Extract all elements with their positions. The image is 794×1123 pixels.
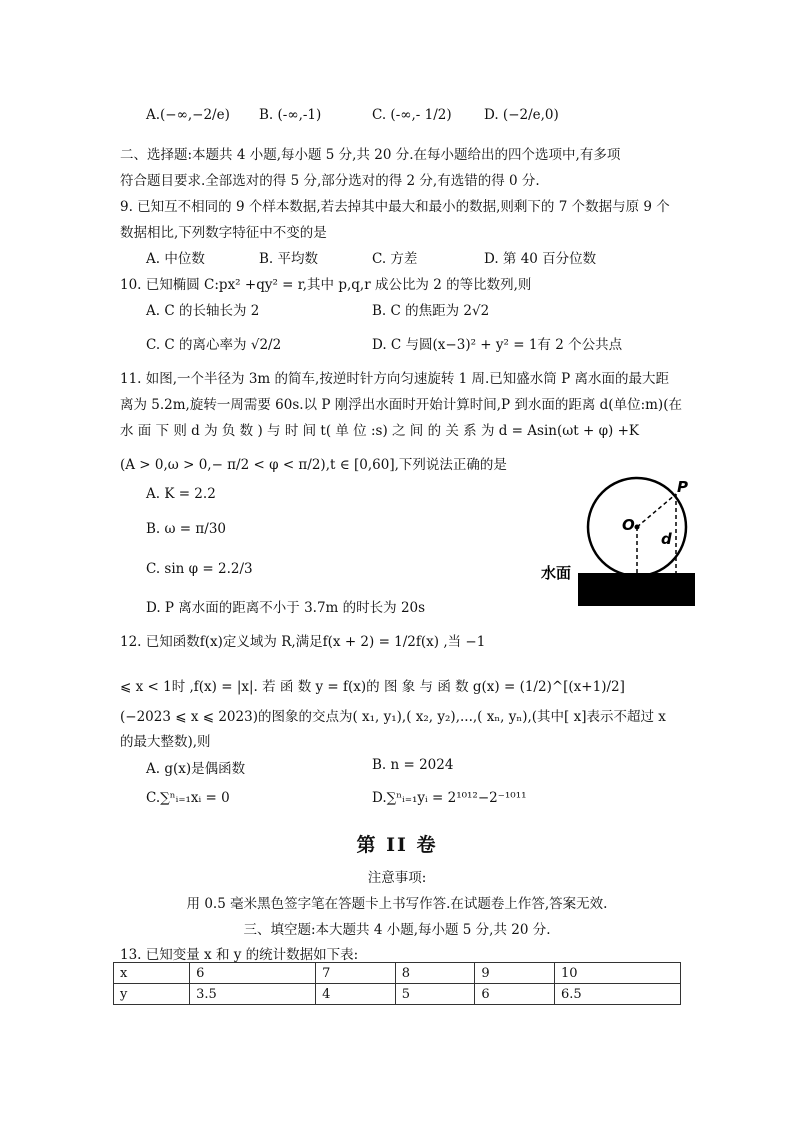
q11-line1: 11. 如图,一个半径为 3m 的简车,按逆时针方向匀速旋转 1 周.已知盛水筒 P 离水面的最大距 [120, 371, 669, 387]
q12-option-b: B. n = 2024 [372, 757, 454, 773]
q11-line2: 离为 5.2m,旋转一周需要 60s.以 P 刚浮出水面时开始计算时间,P 到水面的距离 d(单位:m)(在 [120, 397, 682, 413]
q13-data-table [113, 962, 681, 1005]
q12-line1: 12. 已知函数f(x)定义域为 R,满足f(x + 2) = 1/2f(x) ,当 −1 [120, 634, 486, 650]
q10-stem: 10. 已知椭圆 C:px² +qy² = r,其中 p,q,r 成公比为 2 的等比数列,则 [120, 277, 532, 293]
label-o: O [622, 516, 635, 534]
notes-text: 用 0.5 毫米黑色签字笔在答题卡上书写作答.在试题卷上作答,答案无效. [186, 896, 608, 912]
q11-option-d: D. P 离水面的距离不小于 3.7m 的时长为 20s [146, 600, 426, 616]
water-block [578, 573, 695, 606]
table-cell: 5 [395, 984, 475, 1005]
table-cell: 4 [316, 984, 396, 1005]
q12-line3: (−2023 ⩽ x ⩽ 2023)的图象的交点为( x₁, y₁),( x₂, y₂),...,( xₙ, yₙ),(其中[ x]表示不超过 x [120, 709, 666, 725]
label-water: 水面 [541, 564, 572, 582]
q8-option-b: B. (-∞,-1) [259, 107, 322, 123]
waterwheel-figure [535, 470, 700, 610]
q9-line1: 9. 已知互不相同的 9 个样本数据,若去掉其中最大和最小的数据,则剩下的 7 个数据与原 9 个 [120, 199, 670, 215]
q12-line4: 的最大整数),则 [120, 734, 211, 750]
table-cell: 6 [190, 963, 316, 984]
q12-option-a: A. g(x)是偶函数 [146, 761, 246, 777]
q10-option-c: C. C 的离心率为 √2/2 [146, 337, 282, 353]
table-cell: 6.5 [554, 984, 680, 1005]
q10-option-b: B. C 的焦距为 2√2 [372, 303, 490, 319]
table-cell: 9 [475, 963, 555, 984]
table-cell: 8 [395, 963, 475, 984]
q9-option-c: C. 方差 [372, 251, 418, 267]
table-cell: 3.5 [190, 984, 316, 1005]
table-cell: 10 [554, 963, 680, 984]
part2-title: 第 II 卷 [356, 834, 438, 856]
q11-option-c: C. sin φ = 2.2/3 [146, 561, 253, 577]
q11-line4: (A > 0,ω > 0,− π/2 < φ < π/2),t ∈ [0,60],下列说法正确的是 [120, 457, 507, 473]
label-d: d [661, 530, 672, 548]
table-row [114, 963, 681, 984]
section2-line2: 符合题目要求.全部选对的得 5 分,部分选对的得 2 分,有选错的得 0 分. [120, 173, 540, 189]
q8-option-a: A.(−∞,−2/e) [146, 107, 230, 123]
label-p: P [677, 478, 688, 496]
table-row [114, 984, 681, 1005]
q9-option-b: B. 平均数 [259, 251, 319, 267]
q8-option-d: D. (−2/e,0) [484, 107, 559, 123]
q11-line3: 水 面 下 则 d 为 负 数 ) 与 时 间 t( 单 位 :s) 之 间 的 关 系 为 d = Asin(ωt + φ) +K [120, 423, 639, 439]
q12-option-d: D.∑ⁿᵢ₌₁yᵢ = 2¹⁰¹²−2⁻¹⁰¹¹ [372, 790, 527, 806]
table-cell: 7 [316, 963, 396, 984]
q10-option-a: A. C 的长轴长为 2 [146, 303, 260, 319]
q11-option-b: B. ω = π/30 [146, 521, 227, 537]
radius-line [637, 494, 676, 527]
q13-stem: 13. 已知变量 x 和 y 的统计数据如下表: [120, 947, 359, 963]
q9-option-a: A. 中位数 [146, 251, 205, 267]
table-cell: y [114, 984, 190, 1005]
q12-line2: ⩽ x < 1时 ,f(x) = |x|. 若 函 数 y = f(x)的 图 象 与 函 数 g(x) = (1/2)^[(x+1)/2] [120, 679, 625, 695]
table-cell: 6 [475, 984, 555, 1005]
q8-option-c: C. (-∞,- 1/2) [372, 107, 452, 123]
section3-heading: 三、填空题:本大题共 4 小题,每小题 5 分,共 20 分. [243, 922, 551, 938]
q9-line2: 数据相比,下列数字特征中不变的是 [120, 225, 327, 241]
q11-option-a: A. K = 2.2 [146, 486, 216, 502]
q10-option-d: D. C 与圆(x−3)² + y² = 1有 2 个公共点 [372, 337, 623, 353]
center-dot [635, 525, 640, 530]
notes-title: 注意事项: [367, 870, 427, 886]
q12-option-c: C.∑ⁿᵢ₌₁xᵢ = 0 [146, 790, 230, 806]
q9-option-d: D. 第 40 百分位数 [484, 251, 597, 267]
table-cell: x [114, 963, 190, 984]
section2-line1: 二、选择题:本题共 4 小题,每小题 5 分,共 20 分.在每小题给出的四个选项中,有多项 [120, 147, 621, 163]
